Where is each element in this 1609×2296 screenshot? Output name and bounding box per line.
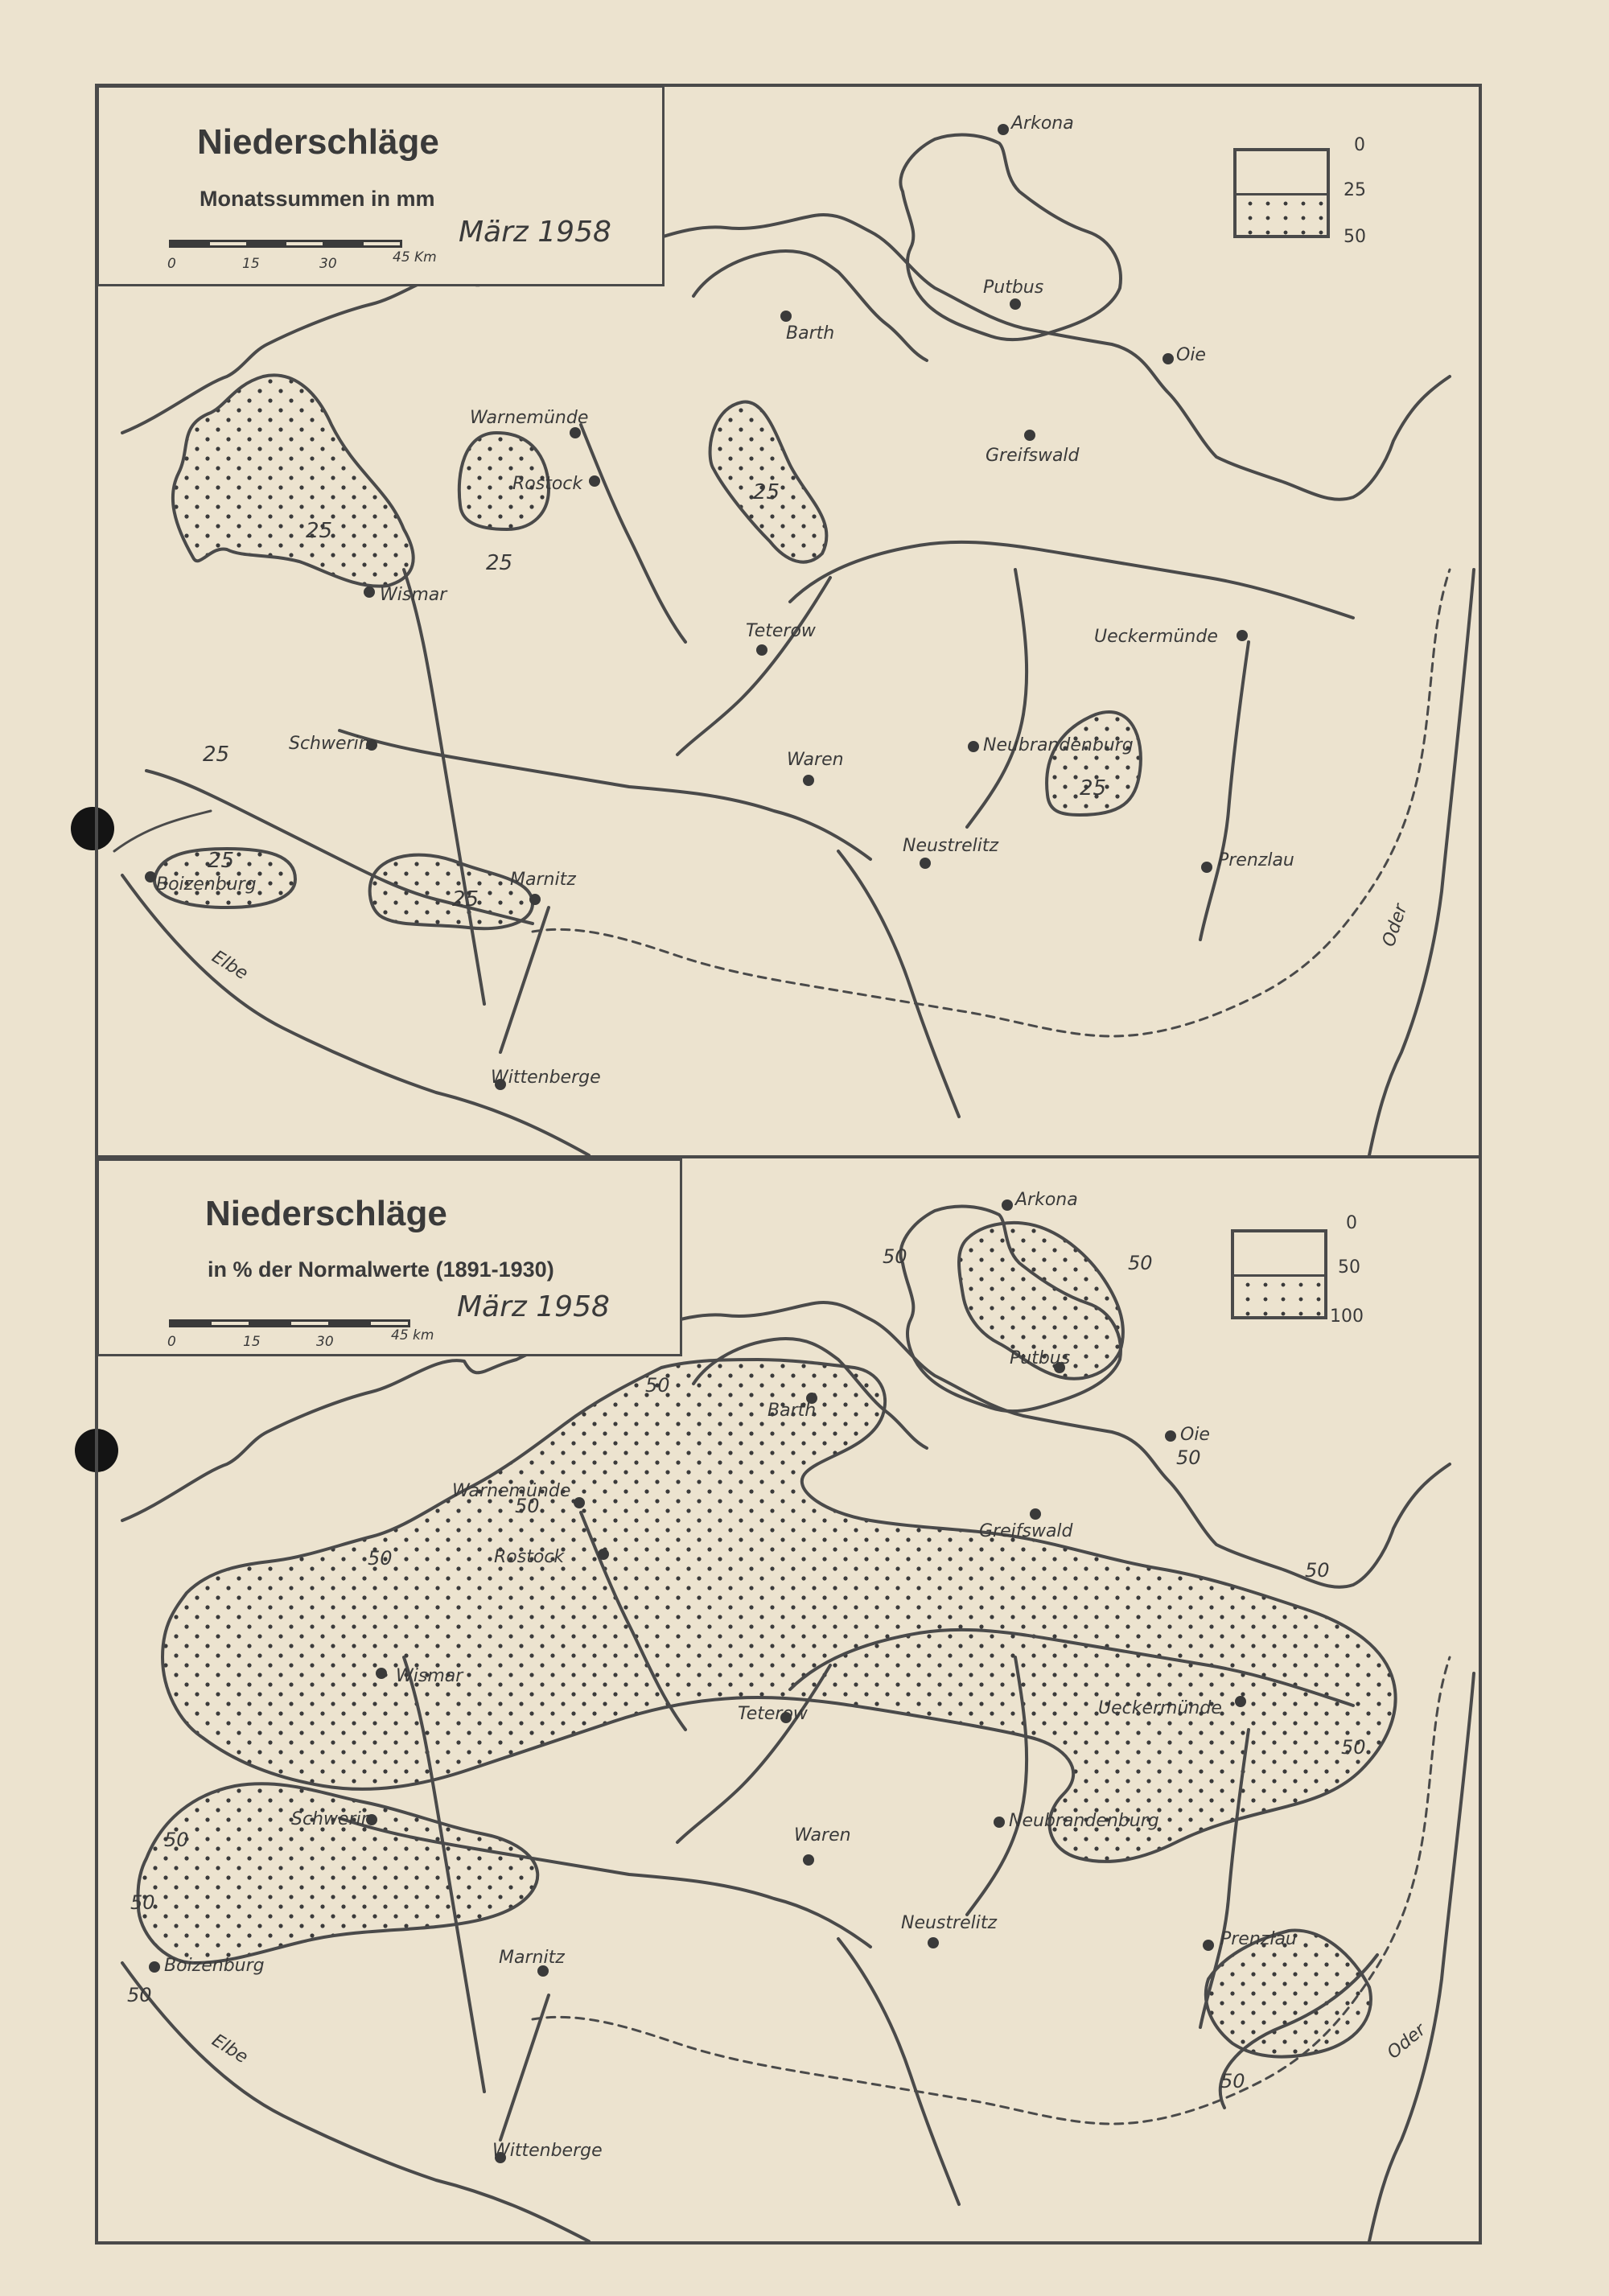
map1-label-waren: Waren	[787, 750, 844, 770]
map2-dot-wismar	[376, 1668, 387, 1679]
map2-label-greifswald: Greifswald	[979, 1521, 1073, 1541]
map2-isoline-label: 50	[368, 1547, 393, 1570]
map2-label-boizenburg: Boizenburg	[164, 1956, 265, 1976]
map1-isoline-label: 25	[306, 519, 333, 543]
map2-stipple-central	[163, 1360, 1396, 1862]
map2-label-putbus: Putbus	[1010, 1348, 1071, 1368]
stipple-region-west	[173, 375, 414, 586]
map2-label-teterow: Teterow	[738, 1704, 808, 1724]
map1-ruegen	[900, 135, 1121, 340]
map2-label-schwerin: Schwerin	[291, 1809, 372, 1829]
map2-scale-tick: 0	[167, 1334, 176, 1350]
map2-isoline-label: 50	[127, 1984, 152, 2006]
map1-dot-arkona	[998, 124, 1009, 135]
map2-isoline-label: 50	[1341, 1736, 1366, 1759]
map2-label-rostock: Rostock	[494, 1547, 565, 1567]
map2-label-arkona: Arkona	[1015, 1190, 1078, 1210]
map2-isoline-label: 50	[645, 1374, 670, 1397]
map1-river-recknitz	[677, 578, 830, 755]
map2-river-havel	[838, 1939, 959, 2204]
map2-dot-neustrelitz	[928, 1937, 939, 1948]
map1-scale-tick: 15	[242, 256, 260, 272]
map2-label-warnemuende: Warnemünde	[452, 1481, 571, 1501]
map1-isoline-label: 25	[486, 551, 513, 575]
map2-scale-tick: 45 km	[391, 1327, 434, 1343]
map1-dot-oie	[1163, 353, 1174, 364]
map1-label-teterow: Teterow	[746, 621, 816, 641]
map2-label-neustrelitz: Neustrelitz	[901, 1913, 998, 1933]
map2-dot-neubrandenburg	[994, 1817, 1005, 1828]
map2-label-barth: Barth	[767, 1401, 817, 1421]
map2-scale-tick: 15	[243, 1334, 261, 1350]
map2-label-oie: Oie	[1180, 1425, 1210, 1445]
map2-legend-label: 50	[1338, 1257, 1360, 1278]
map1-dot-neubrandenburg	[968, 741, 979, 752]
map1-label-rostock: Rostock	[512, 474, 583, 494]
map1-dot-boizenburg	[145, 871, 156, 883]
map1-scale-tick: 30	[319, 256, 337, 272]
map1-subtitle: Monatssummen in mm	[200, 187, 435, 211]
map2-label-wismar: Wismar	[396, 1666, 463, 1686]
map1-title-box	[97, 85, 665, 286]
map1-label-greifswald: Greifswald	[986, 446, 1080, 466]
map2-label-ueckermuende: Ueckermünde	[1098, 1698, 1222, 1718]
map2-label-neubrandenburg: Neubrandenburg	[1009, 1811, 1159, 1831]
map2-river-stepenitz	[500, 1995, 549, 2140]
map2-river-oder	[1369, 1673, 1474, 2241]
map1-label-marnitz: Marnitz	[510, 870, 576, 890]
map1-label-wittenberge: Wittenberge	[491, 1068, 601, 1088]
map1-label-boizenburg: Boizenburg	[156, 874, 257, 895]
map2-isoline-label: 50	[883, 1245, 907, 1268]
map1-border	[533, 570, 1450, 1036]
map1-label-putbus: Putbus	[983, 278, 1044, 298]
map1-legend-label: 25	[1344, 180, 1366, 200]
map1-label-schwerin: Schwerin	[289, 734, 370, 754]
map2-label-marnitz: Marnitz	[499, 1948, 565, 1968]
map1-isoline-label: 25	[208, 849, 235, 873]
map1-legend-label: 0	[1354, 135, 1365, 155]
map2-dot-boizenburg	[149, 1961, 160, 1973]
map2-subtitle: in % der Normalwerte (1891-1930)	[208, 1257, 554, 1282]
map1-dot-teterow	[756, 644, 767, 656]
map1-dot-barth	[780, 311, 792, 322]
map2-dot-arkona	[1002, 1199, 1013, 1211]
map1-dot-prenzlau	[1201, 862, 1212, 873]
map2-label-elbe: Elbe	[208, 2030, 252, 2068]
map2-isoline-label: 50	[130, 1891, 155, 1914]
map1-isoline-label: 25	[452, 887, 479, 911]
map2-legend-label: 100	[1330, 1306, 1364, 1327]
map2-label-oder: Oder	[1383, 2019, 1430, 2064]
map1-isoline-label: 25	[1080, 776, 1107, 800]
map1-legend-label: 50	[1344, 227, 1366, 247]
map1-river-stepenitz	[500, 907, 549, 1052]
map2-dot-rostock	[598, 1549, 609, 1560]
map2-river-elbe	[122, 1963, 589, 2241]
map2-label-wittenberge: Wittenberge	[492, 2141, 603, 2161]
map2-isoline-label: 50	[1176, 1446, 1201, 1469]
map2-scale-bar	[169, 1319, 410, 1327]
map2-dot-greifswald	[1030, 1508, 1041, 1520]
map2-scale-tick: 30	[316, 1334, 334, 1350]
map1-scale-bar	[169, 240, 402, 248]
map1-river-uecker	[1200, 642, 1249, 940]
map1-label-warnemuende: Warnemünde	[470, 408, 589, 428]
map1-river-oder	[1369, 570, 1474, 1155]
map1-peninsula	[693, 251, 927, 360]
map1-isoline-label: 25	[753, 480, 780, 504]
map1-river-peene	[790, 542, 1353, 618]
map2-title: Niederschläge	[205, 1194, 447, 1233]
map2-dot-prenzlau	[1203, 1940, 1214, 1951]
map1-dot-waren	[803, 775, 814, 786]
map1-label-oder: Oder	[1378, 901, 1412, 949]
map2-label-waren: Waren	[794, 1825, 851, 1845]
map1-label-neubrandenburg: Neubrandenburg	[983, 735, 1134, 755]
map2-date: März 1958	[457, 1290, 610, 1323]
map1-river-havel	[838, 851, 959, 1117]
map1-dot-ueckermuende	[1237, 630, 1248, 641]
map2-isoline-label: 50	[515, 1495, 540, 1517]
map1-dot-wismar	[364, 586, 375, 598]
map1-river-elde	[404, 570, 484, 1004]
map2-label-prenzlau: Prenzlau	[1220, 1929, 1297, 1949]
map2-isoline-label: 50	[1305, 1559, 1330, 1582]
map1-dot-neustrelitz	[920, 858, 931, 869]
map1-label-prenzlau: Prenzlau	[1218, 850, 1294, 870]
map2-isoline-label: 50	[1128, 1252, 1153, 1274]
map2-stipple-east	[1206, 1931, 1371, 2057]
map1-dot-putbus	[1010, 298, 1021, 310]
map1-label-ueckermuende: Ueckermünde	[1094, 627, 1218, 647]
map2-dot-warnemuende	[574, 1497, 585, 1508]
map1-dot-rostock	[589, 475, 600, 487]
map1-label-neustrelitz: Neustrelitz	[903, 836, 999, 856]
map1-date: März 1958	[459, 216, 611, 249]
map1-dot-greifswald	[1024, 430, 1035, 441]
map1-river-tollense	[967, 570, 1027, 827]
map1-title: Niederschläge	[197, 122, 439, 162]
map1-dot-warnemuende	[570, 427, 581, 438]
map1-label-oie: Oie	[1176, 345, 1206, 365]
map1-label-barth: Barth	[786, 323, 835, 344]
map2-legend-label: 0	[1346, 1213, 1357, 1233]
map1-scale-tick: 0	[167, 256, 176, 272]
map1-legend	[1233, 148, 1330, 238]
map1-scale-tick: 45 Km	[393, 249, 437, 265]
map1-stream	[114, 811, 211, 851]
map2-legend	[1231, 1229, 1327, 1319]
map1-label-elbe: Elbe	[208, 946, 252, 985]
map1-label-arkona: Arkona	[1011, 113, 1074, 134]
map1-dot-marnitz	[529, 894, 541, 905]
map2-dot-waren	[803, 1854, 814, 1866]
map2-isoline-label: 50	[164, 1829, 189, 1851]
map2-dot-ueckermuende	[1235, 1696, 1246, 1707]
map2-dot-oie	[1165, 1430, 1176, 1442]
map2-isoline-label: 50	[1220, 2070, 1245, 2092]
map1-isoline-label: 25	[203, 743, 230, 767]
map1-river-warnow	[581, 425, 685, 642]
map1-label-wismar: Wismar	[380, 585, 447, 605]
